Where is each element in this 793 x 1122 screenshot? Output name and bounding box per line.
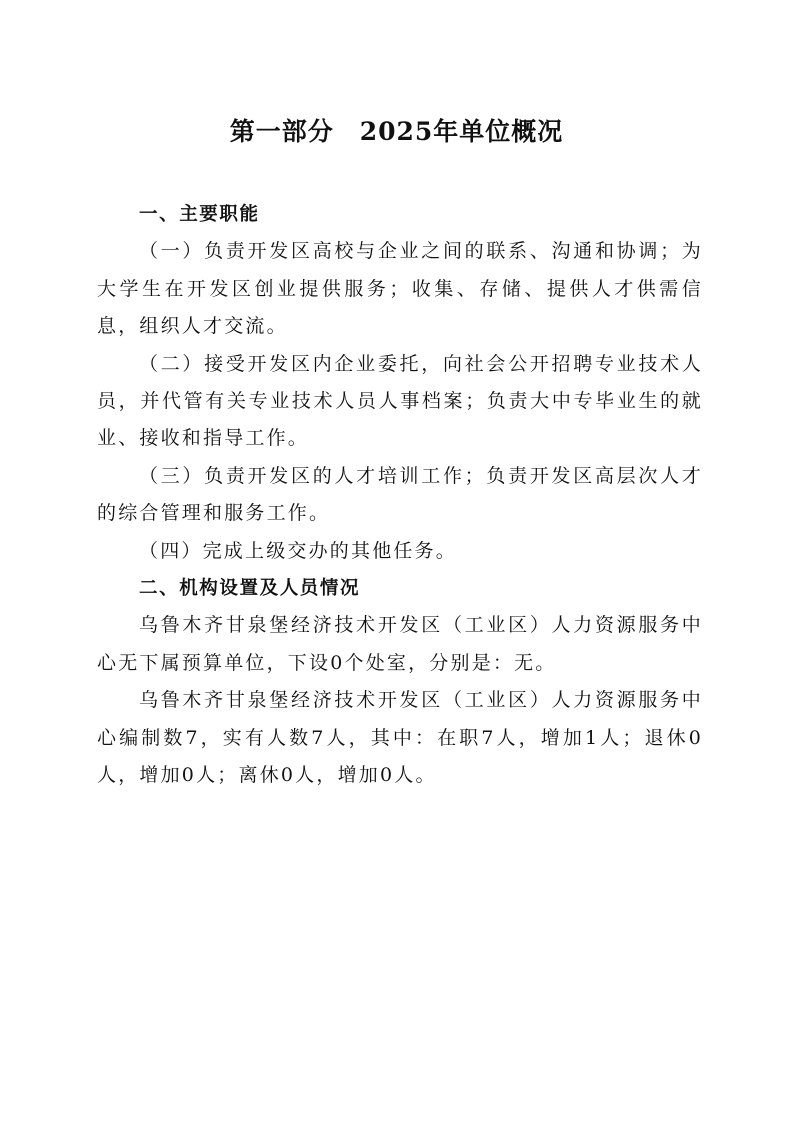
document-body [97,196,703,795]
page-title: 第一部分 2025年单位概况 [229,117,564,146]
paragraph-function-2: （二）接受开发区内企业委托，向社会公开招聘专业技术人员，并代管有关专业技术人员人事档案；负责大中专毕业生的就业、接收和指导工作。 [97,352,703,450]
section-heading-organization-staff: 二、机构设置及人员情况 [139,578,361,600]
paragraph-function-1: （一）负责开发区高校与企业之间的联系、沟通和协调；为大学生在开发区创业提供服务；收集、存储、提供人才供需信息，组织人才交流。 [97,240,703,338]
section-heading-main-functions: 一、主要职能 [139,204,260,225]
paragraph-staff: 乌鲁木齐甘泉堡经济技术开发区（工业区）人力资源服务中心编制数7，实有人数7人，其中：在职7人，增加1人；退休0人，增加0人；离休0人，增加0人。 [97,689,703,787]
paragraph-organization: 乌鲁木齐甘泉堡经济技术开发区（工业区）人力资源服务中心无下属预算单位，下设0个处室，分别是：无。 [97,614,703,674]
paragraph-function-4: （四）完成上级交办的其他任务。 [139,539,458,562]
paragraph-function-3: （三）负责开发区的人才培训工作；负责开发区高层次人才的综合管理和服务工作。 [97,464,703,525]
